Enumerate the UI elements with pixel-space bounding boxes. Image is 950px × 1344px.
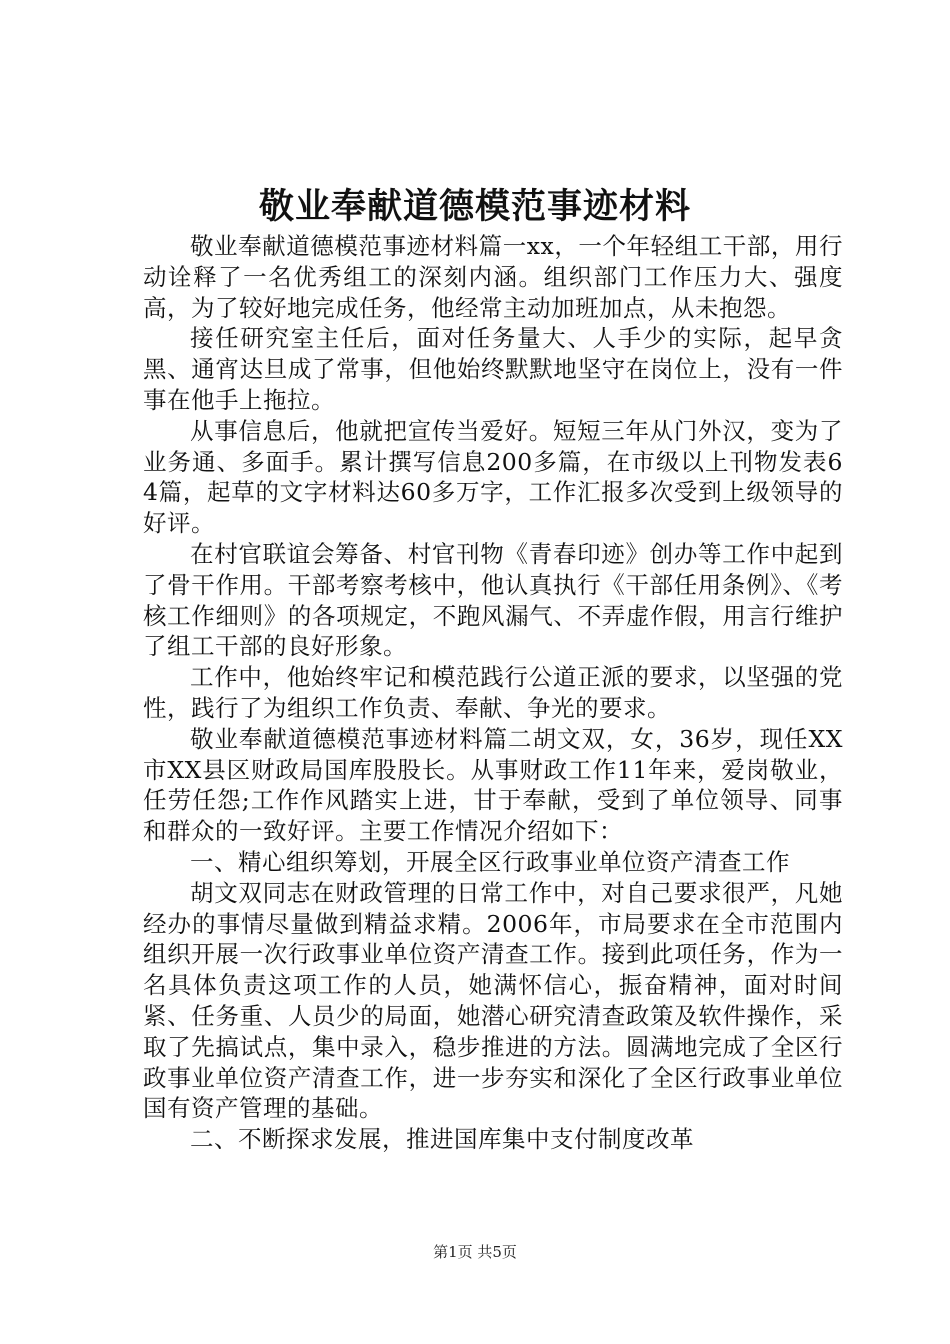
- paragraph-7: 胡文双同志在财政管理的日常工作中，对自己要求很严，凡她经办的事情尽量做到精益求精。2006年，市局要求在全市范围内组织开展一次行政事业单位资产清查工作。接到此项任务，作为一名具体负责这项工作的人员，她满怀信心，振奋精神，面对时间紧、任务重、人员少的局面，她潜心研究清查政策及软件操作，采取了先搞试点，集中录入，稳步推进的方法。圆满地完成了全区行政事业单位资产清查工作，进一步夯实和深化了全区行政事业单位国有资产管理的基础。: [143, 878, 843, 1123]
- paragraph-2: 接任研究室主任后，面对任务量大、人手少的实际，起早贪黑、通宵达旦成了常事，但他始终默默地坚守在岗位上，没有一件事在他手上拖拉。: [143, 324, 843, 414]
- paragraph-3: 从事信息后，他就把宣传当爱好。短短三年从门外汉，变为了业务通、多面手。累计撰写信息200多篇，在市级以上刊物发表64篇，起草的文字材料达60多万字，工作汇报多次受到上级领导的好评。: [143, 416, 843, 538]
- paragraph-5: 工作中，他始终牢记和模范践行公道正派的要求，以坚强的党性，践行了为组织工作负责、奉献、争光的要求。: [143, 663, 843, 722]
- paragraph-1: 敬业奉献道德模范事迹材料篇一xx，一个年轻组工干部，用行动诠释了一名优秀组工的深刻内涵。组织部门工作压力大、强度高，为了较好地完成任务，他经常主动加班加点，从未抱怨。: [143, 232, 843, 322]
- paragraph-6: 敬业奉献道德模范事迹材料篇二胡文双，女，36岁，现任XX市XX县区财政局国库股股长。从事财政工作11年来，爱岗敬业，任劳任怨;工作作风踏实上进，甘于奉献，受到了单位领导、同事和群众的一致好评。主要工作情况介绍如下：: [143, 724, 843, 846]
- section-heading-2: 二、不断探求发展，推进国库集中支付制度改革: [190, 1125, 694, 1154]
- section-heading-1: 一、精心组织筹划，开展全区行政事业单位资产清查工作: [190, 847, 790, 876]
- page-number-footer: 第1页 共5页: [433, 1243, 517, 1261]
- document-title: 敬业奉献道德模范事迹材料: [258, 186, 691, 227]
- document-body: [143, 231, 843, 1155]
- paragraph-4: 在村官联谊会筹备、村官刊物《青春印迹》创办等工作中起到了骨干作用。干部考察考核中，他认真执行《干部任用条例》、《考核工作细则》的各项规定，不跑风漏气、不弄虚作假，用言行维护了组工干部的良好形象。: [143, 539, 843, 661]
